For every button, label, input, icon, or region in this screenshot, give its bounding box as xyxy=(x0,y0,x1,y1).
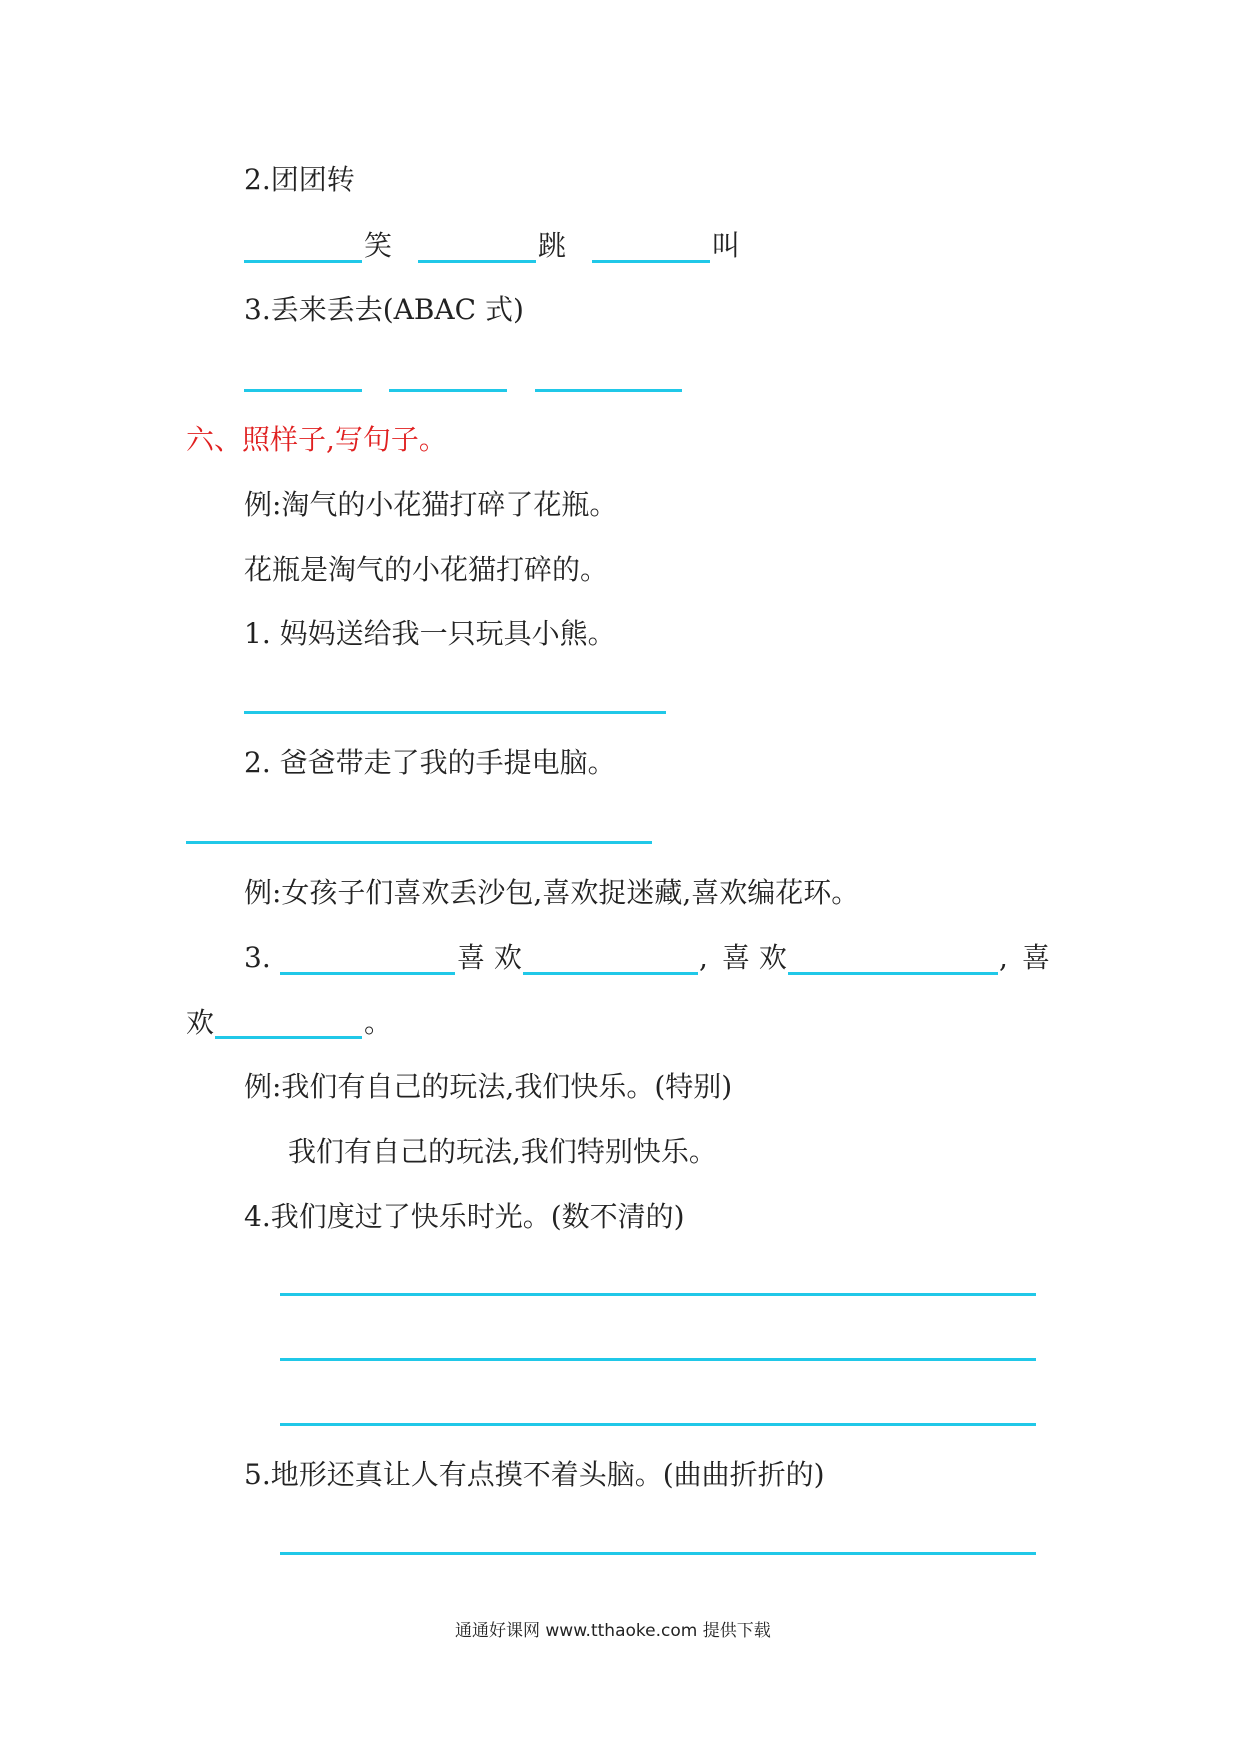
item-5-answer-line[interactable] xyxy=(280,1552,1036,1555)
example-3-transformed: 我们有自己的玩法,我们特别快乐。 xyxy=(288,1135,717,1168)
item-3-blank-4[interactable] xyxy=(215,1036,362,1039)
item-1-answer-line[interactable] xyxy=(244,711,666,714)
item-1-sentence: 1. 妈妈送给我一只玩具小熊。 xyxy=(244,617,616,650)
page-footer: 通通好课网 www.tthaoke.com 提供下载 xyxy=(455,1621,771,1641)
q2-blank-2[interactable] xyxy=(418,260,536,263)
item-2-answer-line[interactable] xyxy=(186,841,652,844)
q3-blank-2[interactable] xyxy=(389,389,507,392)
q2-blank-3[interactable] xyxy=(592,260,710,263)
q2-label: 2.团团转 xyxy=(244,163,355,196)
q3-blank-3[interactable] xyxy=(535,389,682,392)
item-4-answer-line-2[interactable] xyxy=(280,1358,1036,1361)
q3-blank-1[interactable] xyxy=(244,389,362,392)
item-3-sep-1: , xyxy=(699,941,708,974)
example-1-transformed: 花瓶是淘气的小花猫打碎的。 xyxy=(244,553,609,586)
q2-word-1: 笑 xyxy=(364,229,393,262)
item-3-number: 3. xyxy=(244,941,271,974)
item-3-end: 。 xyxy=(364,1006,393,1039)
item-2-sentence: 2. 爸爸带走了我的手提电脑。 xyxy=(244,746,616,779)
item-3-word-3: 喜 xyxy=(1022,941,1051,974)
item-3-sep-2: , xyxy=(999,941,1008,974)
item-5-sentence: 5.地形还真让人有点摸不着头脑。(曲曲折折的) xyxy=(244,1458,825,1491)
item-3-blank-3[interactable] xyxy=(788,972,998,975)
example-2-sentence: 例:女孩子们喜欢丢沙包,喜欢捉迷藏,喜欢编花环。 xyxy=(244,876,860,909)
item-3-word-4: 欢 xyxy=(186,1006,215,1039)
example-3-original: 例:我们有自己的玩法,我们快乐。(特别) xyxy=(244,1070,733,1103)
q2-word-2: 跳 xyxy=(538,229,567,262)
item-3-blank-2[interactable] xyxy=(523,972,698,975)
q2-word-3: 叫 xyxy=(712,229,741,262)
example-1-original: 例:淘气的小花猫打碎了花瓶。 xyxy=(244,488,618,521)
item-4-answer-line-1[interactable] xyxy=(280,1293,1036,1296)
item-3-blank-1[interactable] xyxy=(280,972,455,975)
q3-label: 3.丢来丢去(ABAC 式) xyxy=(244,293,524,326)
item-3-word-1: 喜 欢 xyxy=(457,941,522,974)
section-6-title: 六、照样子,写句子。 xyxy=(186,423,447,456)
item-4-answer-line-3[interactable] xyxy=(280,1423,1036,1426)
item-3-word-2: 喜 欢 xyxy=(722,941,787,974)
q2-blank-1[interactable] xyxy=(244,260,362,263)
item-4-sentence: 4.我们度过了快乐时光。(数不清的) xyxy=(244,1200,685,1233)
